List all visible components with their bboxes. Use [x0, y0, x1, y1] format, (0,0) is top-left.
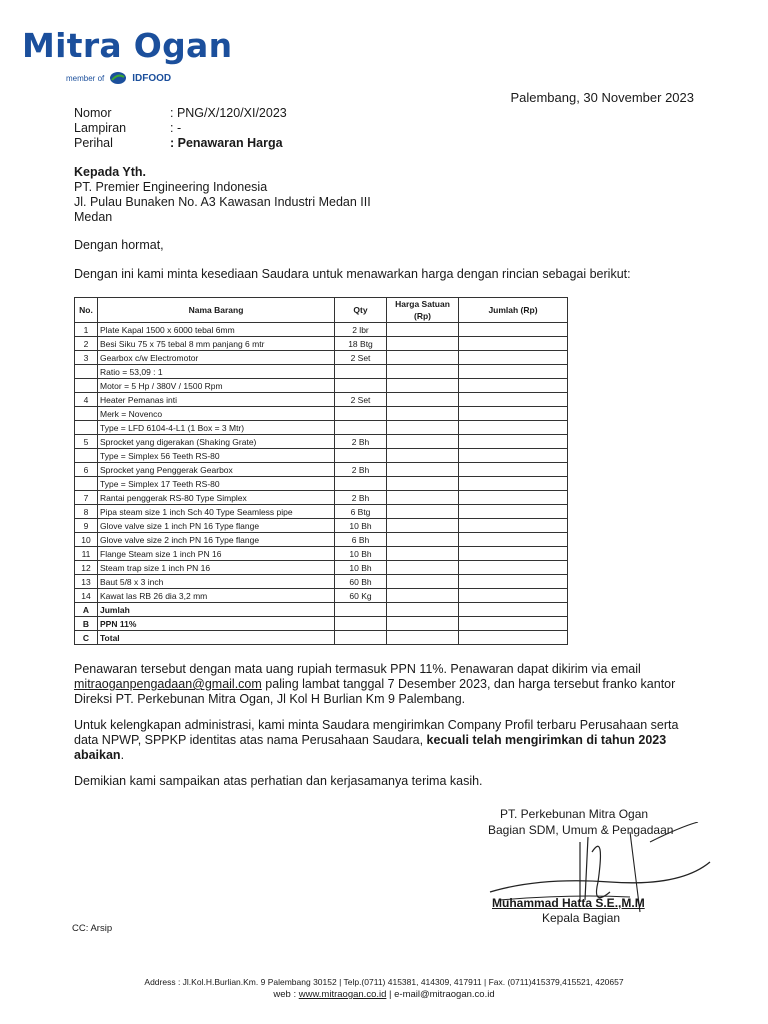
cell-qty: 6 Btg	[335, 505, 387, 519]
signature-company: PT. Perkebunan Mitra Ogan	[500, 807, 649, 821]
header-no: No.	[75, 298, 98, 323]
cell-total	[459, 547, 568, 561]
table-row	[75, 421, 568, 435]
cell-qty: 60 Bh	[335, 575, 387, 589]
idfood-brand-text: IDFOOD	[132, 72, 172, 84]
cell-price	[387, 477, 459, 491]
cell-total	[459, 379, 568, 393]
cell-no: 12	[75, 561, 98, 575]
cell-name: Flange Steam size 1 inch PN 16	[98, 547, 335, 561]
cell-name: PPN 11%	[98, 617, 335, 631]
items-body	[75, 323, 568, 645]
cell-no	[75, 477, 98, 491]
cell-price	[387, 337, 459, 351]
header-name: Nama Barang	[98, 298, 335, 323]
recipient-line: Medan	[74, 210, 113, 224]
cell-no	[75, 379, 98, 393]
cell-total	[459, 393, 568, 407]
footer-web-link[interactable]: www.mitraogan.co.id	[298, 989, 387, 1000]
admin-end: .	[120, 748, 125, 762]
signer-title: Kepala Bagian	[542, 911, 621, 925]
cell-no	[75, 421, 98, 435]
cell-qty	[335, 631, 387, 645]
cell-total	[459, 365, 568, 379]
cell-no: 8	[75, 505, 98, 519]
table-row	[75, 519, 568, 533]
cell-price	[387, 561, 459, 575]
cell-name: Total	[98, 631, 335, 645]
cell-qty: 2 Bh	[335, 463, 387, 477]
cell-price	[387, 505, 459, 519]
cell-qty	[335, 379, 387, 393]
cell-total	[459, 449, 568, 463]
meta-label: Nomor	[74, 106, 112, 120]
meta-value: : PNG/X/120/XI/2023	[170, 106, 287, 120]
cell-name: Sprocket yang digerakan (Shaking Grate)	[98, 435, 335, 449]
cell-name: Type = Simplex 56 Teeth RS-80	[98, 449, 335, 463]
member-of-text: member of	[66, 73, 105, 83]
cell-no: B	[75, 617, 98, 631]
cell-name: Ratio = 53,09 : 1	[98, 365, 335, 379]
signer-name: Muhammad Hatta S.E.,M.M	[492, 896, 645, 910]
recipient-line: PT. Premier Engineering Indonesia	[74, 180, 268, 194]
cc-note: CC: Arsip	[72, 923, 113, 934]
cell-no: 14	[75, 589, 98, 603]
items-table	[74, 297, 568, 645]
cell-price	[387, 407, 459, 421]
cell-price	[387, 617, 459, 631]
cell-no: 7	[75, 491, 98, 505]
table-row	[75, 351, 568, 365]
cell-name: Heater Pemanas inti	[98, 393, 335, 407]
cell-price	[387, 323, 459, 337]
cell-name: Motor = 5 Hp / 380V / 1500 Rpm	[98, 379, 335, 393]
logo-member-line	[66, 71, 171, 85]
cell-qty: 10 Bh	[335, 547, 387, 561]
cell-no: A	[75, 603, 98, 617]
cell-qty	[335, 365, 387, 379]
cell-price	[387, 547, 459, 561]
cell-qty: 2 Bh	[335, 435, 387, 449]
header-total: Jumlah (Rp)	[459, 298, 568, 323]
table-row	[75, 323, 568, 337]
recipient-block	[74, 165, 371, 225]
cell-qty: 6 Bh	[335, 533, 387, 547]
summary-row	[75, 631, 568, 645]
cell-total	[459, 435, 568, 449]
table-row	[75, 589, 568, 603]
cell-total	[459, 477, 568, 491]
meta-row-nomor	[74, 106, 287, 121]
cell-price	[387, 351, 459, 365]
cell-qty	[335, 407, 387, 421]
idfood-logo-icon	[108, 71, 128, 85]
offer-text: Penawaran tersebut dengan mata uang rupiah termasuk PPN 11%. Penawaran dapat dikirim via email	[74, 662, 641, 676]
table-row	[75, 575, 568, 589]
offer-text: paling lambat tanggal 7 Desember 2023, dan harga tersebut franko kantor	[265, 677, 676, 691]
cell-price	[387, 449, 459, 463]
cell-no: 2	[75, 337, 98, 351]
header-price: Harga Satuan (Rp)	[387, 298, 459, 323]
cell-price	[387, 491, 459, 505]
cell-price	[387, 365, 459, 379]
footer-web-label: web :	[273, 989, 297, 1000]
cell-total	[459, 561, 568, 575]
cell-qty: 10 Bh	[335, 561, 387, 575]
cell-qty: 2 Set	[335, 351, 387, 365]
cell-price	[387, 379, 459, 393]
table-row	[75, 463, 568, 477]
cell-total	[459, 575, 568, 589]
header-qty: Qty	[335, 298, 387, 323]
cell-name: Merk = Novenco	[98, 407, 335, 421]
cell-name: Steam trap size 1 inch PN 16	[98, 561, 335, 575]
table-row	[75, 449, 568, 463]
cell-no: 4	[75, 393, 98, 407]
meta-value: : -	[170, 121, 182, 135]
offer-text: Direksi PT. Perkebunan Mitra Ogan, Jl Kol H Burlian Km 9 Palembang.	[74, 692, 466, 706]
meta-label: Lampiran	[74, 121, 127, 135]
cell-total	[459, 505, 568, 519]
cell-total	[459, 603, 568, 617]
cell-qty	[335, 449, 387, 463]
cell-name: Glove valve size 2 inch PN 16 Type flange	[98, 533, 335, 547]
meta-label: Perihal	[74, 136, 113, 150]
cell-no: 9	[75, 519, 98, 533]
cell-name: Plate Kapal 1500 x 6000 tebal 6mm	[98, 323, 335, 337]
closing-paragraph: Demikian kami sampaikan atas perhatian dan kerjasamanya terima kasih.	[74, 774, 483, 788]
table-row	[75, 407, 568, 421]
cell-name: Pipa steam size 1 inch Sch 40 Type Seamless pipe	[98, 505, 335, 519]
cell-total	[459, 337, 568, 351]
cell-no	[75, 407, 98, 421]
cell-qty: 18 Btg	[335, 337, 387, 351]
table-row	[75, 533, 568, 547]
cell-total	[459, 323, 568, 337]
recipient-line: Jl. Pulau Bunaken No. A3 Kawasan Industri Medan III	[74, 195, 371, 209]
cell-name: Rantai penggerak RS-80 Type Simplex	[98, 491, 335, 505]
letter-meta	[74, 106, 287, 151]
cell-name: Jumlah	[98, 603, 335, 617]
cell-total	[459, 631, 568, 645]
footer-address: Address : Jl.Kol.H.Burlian.Km. 9 Palembang 30152 | Telp.(0711) 415381, 414309, 417911 | Fax. (0711)415379,415521, 420657	[144, 977, 624, 987]
email-link[interactable]: mitraoganpengadaan@gmail.com	[74, 677, 262, 691]
cell-qty: 2 lbr	[335, 323, 387, 337]
cell-qty: 2 Bh	[335, 491, 387, 505]
table-row	[75, 477, 568, 491]
cell-no: 6	[75, 463, 98, 477]
cell-no: 3	[75, 351, 98, 365]
cell-name: Besi Siku 75 x 75 tebal 8 mm panjang 6 mtr	[98, 337, 335, 351]
table-header-row	[75, 298, 568, 323]
cell-total	[459, 589, 568, 603]
footer-contact	[0, 989, 768, 1000]
admin-text: data NPWP, SPPKP identitas atas nama Perusahaan Saudara,	[74, 733, 424, 747]
meta-row-perihal	[74, 136, 287, 151]
cell-qty	[335, 421, 387, 435]
footer-email: | e-mail@mitraogan.co.id	[389, 989, 495, 1000]
cell-no	[75, 365, 98, 379]
intro-paragraph: Dengan ini kami minta kesediaan Saudara untuk menawarkan harga dengan rincian sebagai berikut:	[74, 267, 631, 281]
cell-name: Glove valve size 1 inch PN 16 Type flange	[98, 519, 335, 533]
meta-row-lampiran	[74, 121, 287, 136]
table-row	[75, 435, 568, 449]
cell-no: C	[75, 631, 98, 645]
table-row	[75, 491, 568, 505]
cell-price	[387, 631, 459, 645]
cell-name: Baut 5/8 x 3 inch	[98, 575, 335, 589]
company-logo-title: Mitra Ogan	[22, 26, 233, 65]
cell-total	[459, 617, 568, 631]
cell-price	[387, 519, 459, 533]
cell-name: Sprocket yang Penggerak Gearbox	[98, 463, 335, 477]
greeting: Dengan hormat,	[74, 238, 164, 252]
cell-qty: 10 Bh	[335, 519, 387, 533]
cell-total	[459, 463, 568, 477]
admin-bold-text: kecuali telah mengirimkan di tahun 2023	[426, 733, 667, 747]
table-row	[75, 337, 568, 351]
cell-qty	[335, 603, 387, 617]
table-row	[75, 547, 568, 561]
cell-name: Kawat las RB 26 dia 3,2 mm	[98, 589, 335, 603]
cell-no: 13	[75, 575, 98, 589]
cell-price	[387, 421, 459, 435]
cell-no	[75, 449, 98, 463]
cell-price	[387, 589, 459, 603]
cell-no: 1	[75, 323, 98, 337]
table-row	[75, 561, 568, 575]
summary-row	[75, 617, 568, 631]
cell-no: 5	[75, 435, 98, 449]
letter-date: Palembang, 30 November 2023	[510, 90, 694, 105]
cell-total	[459, 407, 568, 421]
cell-name: Type = LFD 6104-4-L1 (1 Box = 3 Mtr)	[98, 421, 335, 435]
cell-qty: 2 Set	[335, 393, 387, 407]
summary-row	[75, 603, 568, 617]
cell-price	[387, 463, 459, 477]
recipient-heading: Kepada Yth.	[74, 165, 147, 179]
signature-division: Bagian SDM, Umum & Pengadaan	[488, 823, 674, 837]
admin-bold-text: abaikan	[74, 748, 121, 762]
cell-total	[459, 421, 568, 435]
cell-qty: 60 Kg	[335, 589, 387, 603]
cell-total	[459, 533, 568, 547]
offer-paragraph	[74, 662, 704, 707]
cell-qty	[335, 617, 387, 631]
admin-paragraph	[74, 718, 714, 763]
cell-qty	[335, 477, 387, 491]
cell-total	[459, 351, 568, 365]
table-row	[75, 505, 568, 519]
meta-value: : Penawaran Harga	[170, 136, 283, 150]
cell-name: Type = Simplex 17 Teeth RS-80	[98, 477, 335, 491]
cell-price	[387, 393, 459, 407]
table-row	[75, 379, 568, 393]
cell-total	[459, 519, 568, 533]
cell-price	[387, 603, 459, 617]
cell-no: 10	[75, 533, 98, 547]
cell-total	[459, 491, 568, 505]
table-row	[75, 365, 568, 379]
cell-name: Gearbox c/w Electromotor	[98, 351, 335, 365]
cell-price	[387, 575, 459, 589]
cell-price	[387, 533, 459, 547]
table-row	[75, 393, 568, 407]
admin-text: Untuk kelengkapan administrasi, kami minta Saudara mengirimkan Company Profil terbaru Perusahaan serta	[74, 718, 679, 732]
cell-price	[387, 435, 459, 449]
cell-no: 11	[75, 547, 98, 561]
